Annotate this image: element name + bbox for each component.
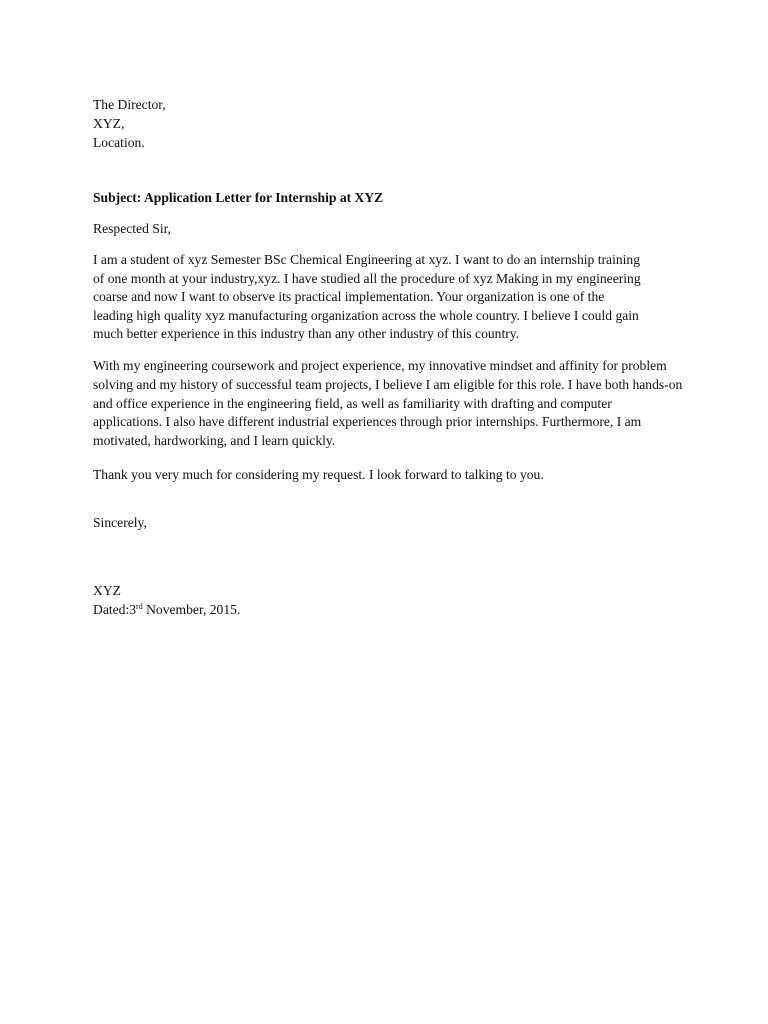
recipient-title: The Director, (93, 97, 166, 112)
thank-you-line: Thank you very much for considering my request. I look forward to talking to you. (93, 467, 544, 482)
date-line (93, 600, 240, 619)
salutation: Respected Sir, (93, 221, 171, 236)
paragraph-1-line: of one month at your industry,xyz. I have studied all the procedure of xyz Making in my engineering (93, 271, 641, 286)
paragraph-1-line: leading high quality xyz manufacturing organization across the whole country. I believe I could gain (93, 308, 639, 323)
date-rest: November, 2015. (142, 602, 241, 617)
date-ordinal: rd (136, 602, 143, 611)
paragraph-2-line: With my engineering coursework and project experience, my innovative mindset and affinity for problem (93, 358, 667, 373)
signature-name: XYZ (93, 583, 121, 598)
closing: Sincerely, (93, 515, 147, 530)
date-prefix: Dated:3 (93, 602, 137, 617)
recipient-location: Location. (93, 135, 145, 150)
paragraph-2-line: solving and my history of successful team projects, I believe I am eligible for this role. I have both hands-on (93, 377, 683, 392)
paragraph-1-line: much better experience in this industry than any other industry of this country. (93, 326, 520, 341)
subject-line: Subject: Application Letter for Internship at XYZ (93, 190, 384, 205)
paragraph-1-line: coarse and now I want to observe its practical implementation. Your organization is one of the (93, 289, 605, 304)
paragraph-2-line: and office experience in the engineering field, as well as familiarity with drafting and computer (93, 396, 612, 411)
paragraph-2-line: applications. I also have different industrial experiences through prior internships. Furthermore, I am (93, 414, 642, 429)
paragraph-2-line: motivated, hardworking, and I learn quickly. (93, 433, 336, 448)
paragraph-1-line: I am a student of xyz Semester BSc Chemical Engineering at xyz. I want to do an internship training (93, 252, 641, 267)
recipient-company: XYZ, (93, 116, 125, 131)
